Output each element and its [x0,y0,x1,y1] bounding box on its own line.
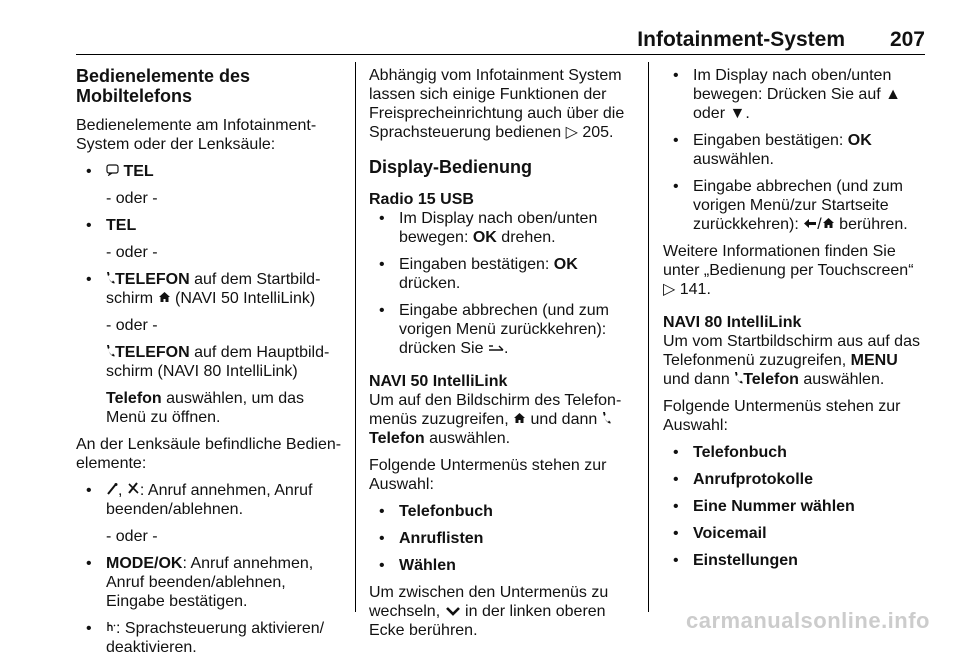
list-item: • Voicemail [673,525,767,542]
list-item: • Eingaben bestätigen: OK drücken. [379,256,578,292]
down-arrow-icon: ▼ [729,105,746,122]
paragraph: Um zwischen den Untermenüs zu wechseln, in der linken oberen Ecke berühren. [369,584,609,639]
column-divider [355,62,356,612]
bullet-icon: • [673,471,679,488]
list-item: • : Sprachsteuerung aktivieren/ deaktivieren. [86,620,325,656]
list-item: • Eingaben bestätigen: OK auswählen. [673,132,872,168]
bullet-icon: • [673,132,679,149]
list-item: • Im Display nach oben/unten bewegen: OK drehen. [379,210,598,246]
list-item: • Telefonbuch [379,503,493,520]
column-1 [76,66,344,665]
mode-ok-label: MODE/OK [106,555,183,572]
bullet-icon: • [86,163,92,180]
phone-handset-icon [602,410,611,429]
phone-handset-icon [106,270,115,289]
header-rule [76,54,925,55]
bullet-icon: • [86,482,92,499]
voice-control-icon [106,619,116,638]
home-icon [158,289,171,308]
bullet-icon: • [379,302,385,319]
list-item: • Einstellungen [673,552,798,569]
paragraph: Telefon auswählen, um das Menü zu öffnen. [106,390,305,426]
or-text: - oder - [106,190,158,207]
paragraph: Abhängig vom Infotainment System lassen sich einige Funktionen der Freisprecheinrichtung auch über die Sprachsteuerung bedienen ▷ 205. [369,67,625,141]
bullet-icon: • [379,503,385,520]
list-item: • Anruflisten [379,530,484,547]
list-item: • Eingabe abbrechen (und zum vorigen Menü zurückkehren): drücken Sie . [379,302,609,357]
paragraph: Um vom Startbildschirm aus auf das Telefonmenü zuzugreifen, MENU und dann Telefon auswählen. [663,333,920,388]
telefon-label: TELEFON [115,271,190,288]
bullet-icon: • [86,271,92,288]
home-icon [822,215,835,234]
bullet-icon: • [379,210,385,227]
section-heading: Bedienelemente des Mobiltelefons [76,66,251,106]
call-accept-icon [106,481,118,500]
page-number: 207 [889,28,925,51]
subheading: NAVI 50 IntelliLink [369,373,508,390]
bullet-icon: • [86,620,92,637]
watermark: carmanualsonline.info [686,608,930,633]
list-item: • Im Display nach oben/unten bewegen: Drücken Sie auf ▲ oder ▼. [673,67,901,122]
bullet-icon: • [673,178,679,195]
reference-arrow-icon: ▷ [565,124,578,141]
bullet-icon: • [673,67,679,84]
column-2 [369,66,631,648]
bullet-icon: • [673,444,679,461]
paragraph: Weitere Informationen finden Sie unter „Bedienung per Touchscreen“ ▷ 141. [663,243,914,298]
or-text: - oder - [106,317,158,334]
paragraph: Folgende Untermenüs stehen zur Auswahl: [663,398,901,434]
list-item: • Wählen [379,557,456,574]
paragraph: TELEFON auf dem Hauptbildschirm (NAVI 80 IntelliLink) [106,344,330,380]
list-item: • Eine Nummer wählen [673,498,855,515]
column-3 [663,66,925,578]
paragraph: Um auf den Bildschirm des Telefonmenüs zuzugreifen, und dann Telefon auswählen. [369,392,622,447]
bullet-icon: • [673,552,679,569]
phone-handset-icon [106,343,115,362]
list-item: • MODE/OK: Anruf annehmen, Anruf beenden/ablehnen, Eingabe bestätigen. [86,555,314,610]
list-item [76,162,344,181]
bullet-icon: • [673,498,679,515]
phone-button-icon [106,162,119,181]
paragraph: Bedienelemente am Infotainment-System oder der Lenksäule: [76,117,317,153]
bullet-icon: • [86,555,92,572]
list-item: • Eingabe abbrechen (und zum vorigen Menü/zur Startseite zurückkehren): / berühren. [673,178,908,233]
subheading: NAVI 80 IntelliLink [663,314,802,331]
or-text: - oder - [106,244,158,261]
reference-arrow-icon: ▷ [663,281,676,298]
list-item: • Telefonbuch [673,444,787,461]
list-item: • Anrufprotokolle [673,471,813,488]
bullet-icon: • [379,530,385,547]
list-item [76,216,344,235]
subheading: Radio 15 USB [369,191,474,208]
up-arrow-icon: ▲ [885,86,901,103]
paragraph: Folgende Untermenüs stehen zur Auswahl: [369,457,607,493]
back-arrow-icon [803,215,817,234]
home-icon [513,410,526,429]
tel-label: TEL [123,163,154,180]
call-end-icon [127,481,140,500]
or-text: - oder - [106,528,158,545]
paragraph: An der Lenksäule befindliche Bedienelemente: [76,436,342,472]
section-heading: Display-Bedienung [369,157,533,177]
page-header [0,22,960,51]
back-icon [488,339,504,358]
column-divider [648,62,649,612]
list-item: • , : Anruf annehmen, Anruf beenden/ablehnen. [86,482,313,518]
bullet-icon: • [86,217,92,234]
chevron-down-icon [445,602,461,621]
tel-label: TEL [106,217,137,234]
bullet-icon: • [379,557,385,574]
phone-handset-icon [734,370,743,389]
page-title: Infotainment-System [637,28,845,51]
list-item: • TELEFON auf dem Startbildschirm (NAVI 50 IntelliLink) [86,271,321,307]
bullet-icon: • [673,525,679,542]
bullet-icon: • [379,256,385,273]
